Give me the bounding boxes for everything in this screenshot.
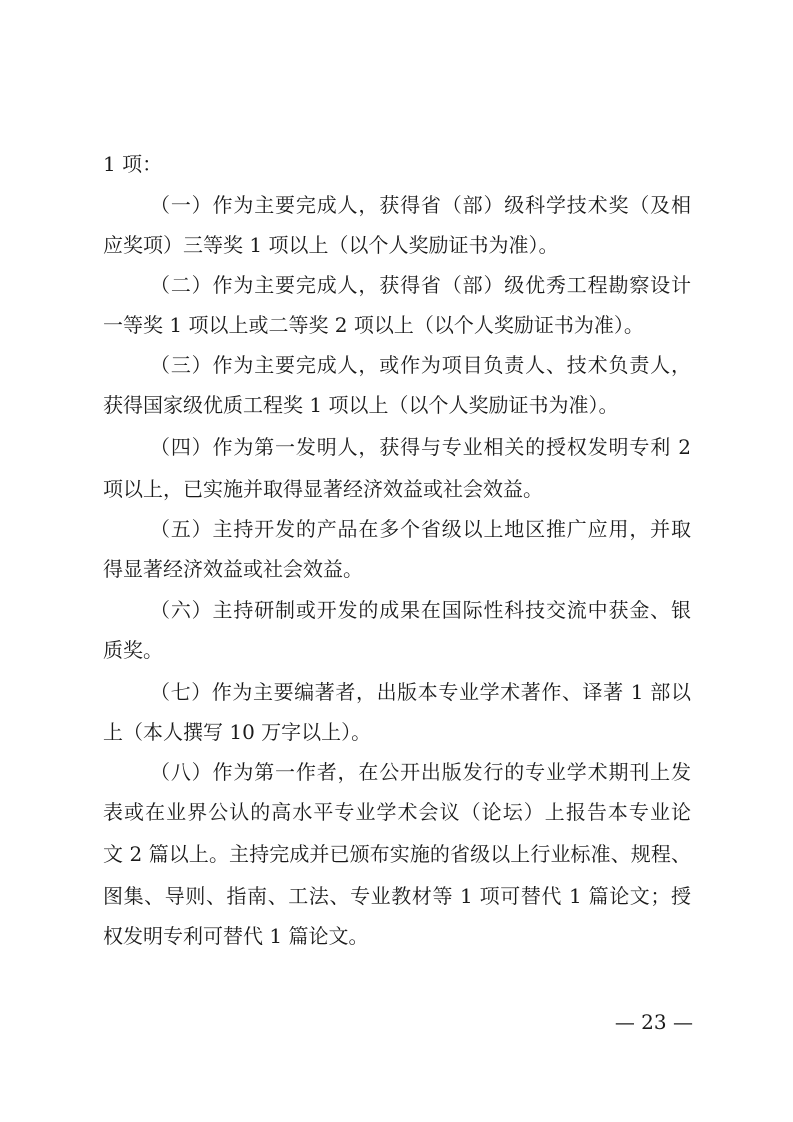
text-line-18: 文 2 篇以上。主持完成并已颁布实施的省级以上行业标准、规程、 xyxy=(103,842,691,866)
text-line-10: （五）主持开发的产品在多个省级以上地区推广应用，并取 xyxy=(150,517,691,541)
text-line-1: 1 项： xyxy=(103,152,163,176)
text-line-20: 权发明专利可替代 1 篇论文。 xyxy=(103,924,369,948)
text-line-14: （七）作为主要编著者，出版本专业学术著作、译著 1 部以 xyxy=(150,680,691,704)
text-line-11: 得显著经济效益或社会效益。 xyxy=(103,557,363,581)
text-line-7: 获得国家级优质工程奖 1 项以上（以个人奖励证书为准）。 xyxy=(103,393,619,417)
text-line-15: 上（本人撰写 10 万字以上）。 xyxy=(103,720,372,744)
text-line-8: （四）作为第一发明人，获得与专业相关的授权发明专利 2 xyxy=(150,435,691,459)
text-line-12: （六）主持研制或开发的成果在国际性科技交流中获金、银 xyxy=(150,598,691,622)
text-line-17: 表或在业界公认的高水平专业学术会议（论坛）上报告本专业论 xyxy=(103,800,691,824)
text-line-9: 项以上，已实施并取得显著经济效益或社会效益。 xyxy=(103,477,543,501)
text-line-13: 质奖。 xyxy=(103,638,163,662)
text-line-2: （一）作为主要完成人，获得省（部）级科学技术奖（及相 xyxy=(150,193,691,217)
text-line-16: （八）作为第一作者，在公开出版发行的专业学术期刊上发 xyxy=(150,760,691,784)
text-line-3: 应奖项）三等奖 1 项以上（以个人奖励证书为准）。 xyxy=(103,233,559,257)
text-line-5: 一等奖 1 项以上或二等奖 2 项以上（以个人奖励证书为准）。 xyxy=(103,313,644,337)
text-line-4: （二）作为主要完成人，获得省（部）级优秀工程勘察设计 xyxy=(150,273,691,297)
text-line-6: （三）作为主要完成人，或作为项目负责人、技术负责人， xyxy=(150,353,691,377)
text-line-19: 图集、导则、指南、工法、专业教材等 1 项可替代 1 篇论文；授 xyxy=(103,884,691,908)
page-number: — 23 — xyxy=(614,1010,693,1034)
